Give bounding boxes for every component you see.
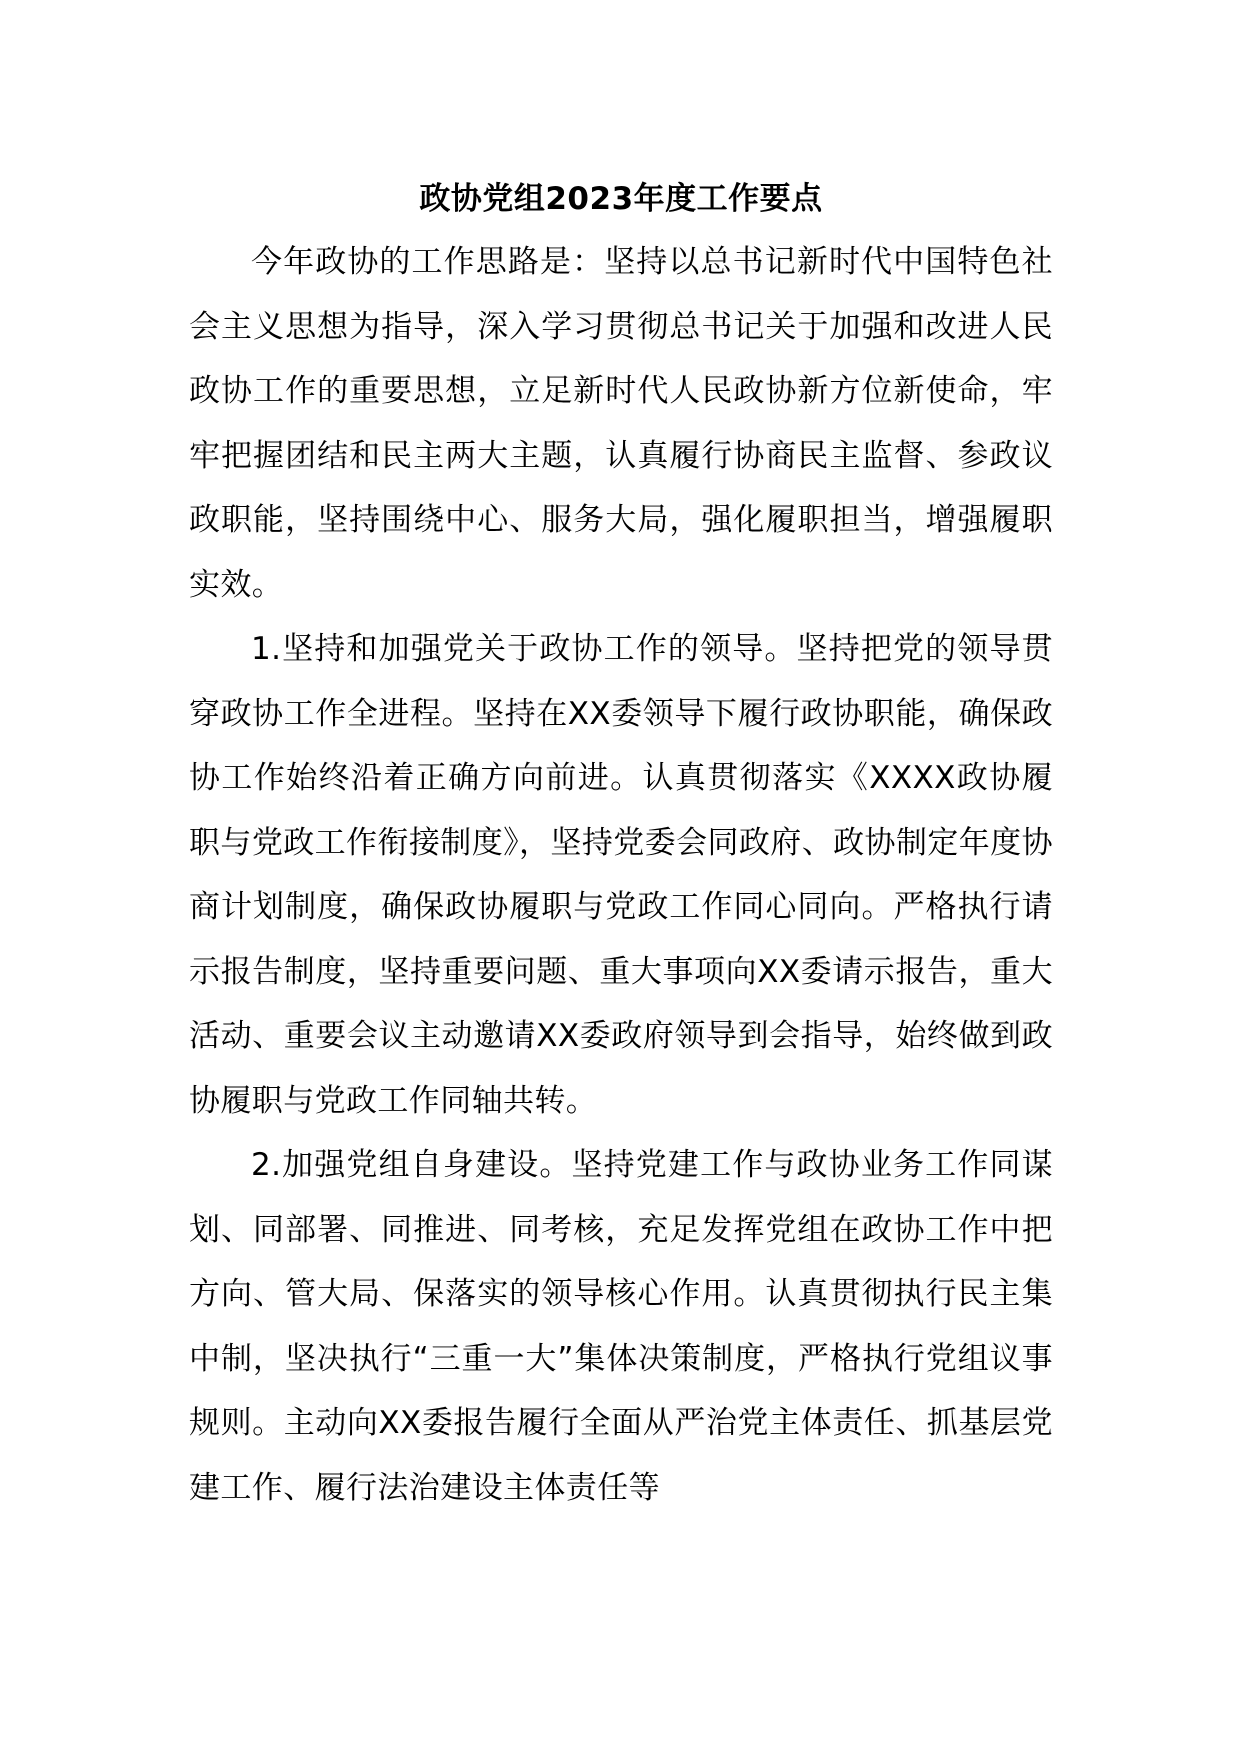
paragraph-intro: 今年政协的工作思路是：坚持以总书记新时代中国特色社会主义思想为指导，深入学习贯彻总书记关于加强和改进人民政协工作的重要思想，立足新时代人民政协新方位新使命，牢牢把握团结和民主两大主题，认真履行协商民主监督、参政议政职能，坚持围绕中心、服务大局，强化履职担当，增强履职实效。 [189, 244, 1053, 603]
paragraph-item-1: 1.坚持和加强党关于政协工作的领导。坚持把党的领导贯穿政协工作全进程。坚持在XX委领导下履行政协职能，确保政协工作始终沿着正确方向前进。认真贯彻落实《XXXX政协履职与党政工作衔接制度》，坚持党委会同政府、政协制定年度协商计划制度，确保政协履职与党政工作同心同向。严格执行请示报告制度，坚持重要问题、重大事项向XX委请示报告，重大活动、重要会议主动邀请XX委政府领导到会指导，始终做到政协履职与党政工作同轴共转。 [189, 631, 1053, 1119]
paragraph-item-2: 2.加强党组自身建设。坚持党建工作与政协业务工作同谋划、同部署、同推进、同考核，充足发挥党组在政协工作中把方向、管大局、保落实的领导核心作用。认真贯彻执行民主集中制，坚决执行“三重一大”集体决策制度，严格执行党组议事规则。主动向XX委报告履行全面从严治党主体责任、抓基层党建工作、履行法治建设主体责任等 [189, 1147, 1053, 1506]
document-title: 政协党组2023年度工作要点 [419, 181, 823, 217]
document-body [189, 230, 1053, 1520]
